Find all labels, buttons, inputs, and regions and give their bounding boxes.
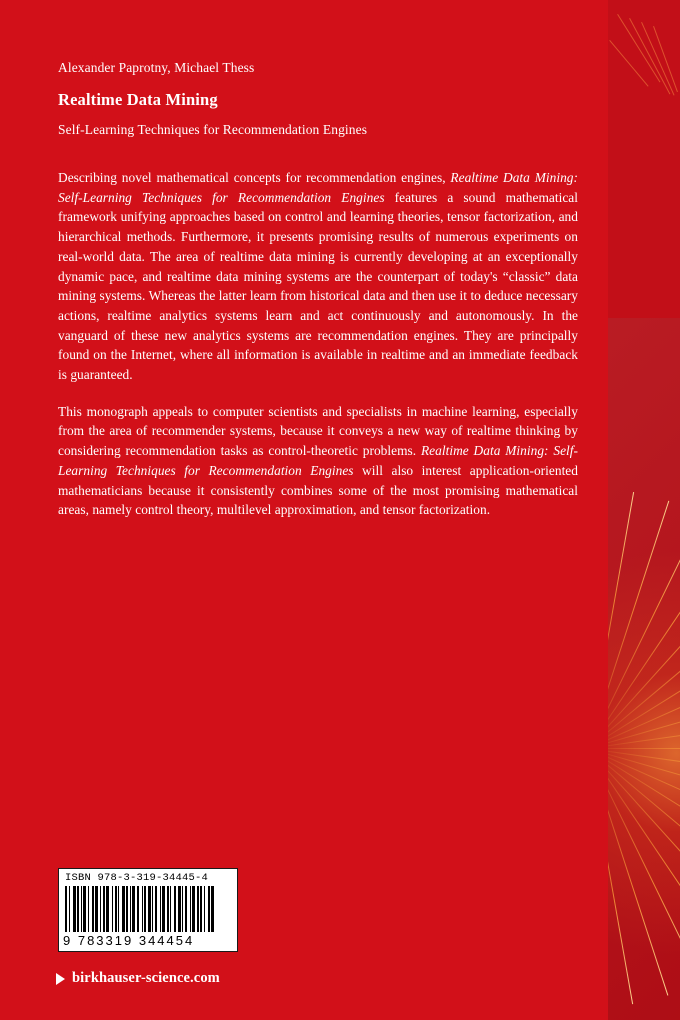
book-subtitle: Self-Learning Techniques for Recommendation Engines — [58, 122, 368, 137]
triangle-right-icon — [56, 973, 65, 985]
blurb-paragraph-2 — [58, 402, 578, 520]
blurb-2-text-b: will also interest application-oriented mathematicians because it consistently combines some of the most promising mathematical areas, namely control theory, multilevel approximation, and tensor factorization. — [58, 462, 578, 518]
blurb-2-italic-title: Realtime Data Mining: Self-Learning Techniques for Recommendation Engines — [58, 443, 579, 478]
ray-burst — [608, 318, 680, 1020]
book-title: Realtime Data Mining — [58, 90, 218, 109]
isbn-label: ISBN 978-3-319-34445-4 — [65, 872, 209, 884]
spine-line-art — [608, 0, 680, 160]
authors: Alexander Paprotny, Michael Thess — [58, 60, 255, 75]
barcode-bars — [65, 886, 231, 932]
blurb-2-text-a: This monograph appeals to computer scientists and specialists in machine learning, especially from the area of recommender systems, because it conveys a new way of realtime thinking by considering recommendation tasks as control-theoretic problems. — [58, 403, 578, 459]
ean-digits: 9 783319 344454 — [63, 933, 195, 948]
cover-text-block — [58, 60, 578, 537]
spine-upper-block — [608, 0, 680, 318]
publisher-brand[interactable] — [56, 970, 220, 987]
blurb-1-text-a: Describing novel mathematical concepts for recommendation engines, — [58, 170, 451, 185]
spine-ray-artwork — [608, 318, 680, 1020]
publisher-url[interactable]: birkhauser-science.com — [72, 970, 220, 986]
isbn-barcode — [58, 868, 238, 952]
blurb-paragraph-1 — [58, 168, 578, 385]
cover-spine-strip — [608, 0, 680, 1020]
blurb-1-text-b: features a sound mathematical framework unifying approaches based on control and learning theories, tensor factorization, and hierarchical methods. Furthermore, it presents promising results of numerous experiments on real-world data. The area of realtime data mining is currently developing at an exceptionally dynamic pace, and realtime data mining systems are the counterpart of today's “classic” data mining systems. Whereas the latter learn from historical data and then use it to deduce necessary actions, realtime analytics systems learn and act continuously and autonomously. In the vanguard of these new analytics systems are recommendation engines. They are principally found on the Internet, where all information is available in realtime and an immediate feedback is guaranteed. — [58, 189, 578, 383]
blurb-1-italic-title: Realtime Data Mining: Self-Learning Techniques for Recommendation Engines — [58, 170, 578, 205]
